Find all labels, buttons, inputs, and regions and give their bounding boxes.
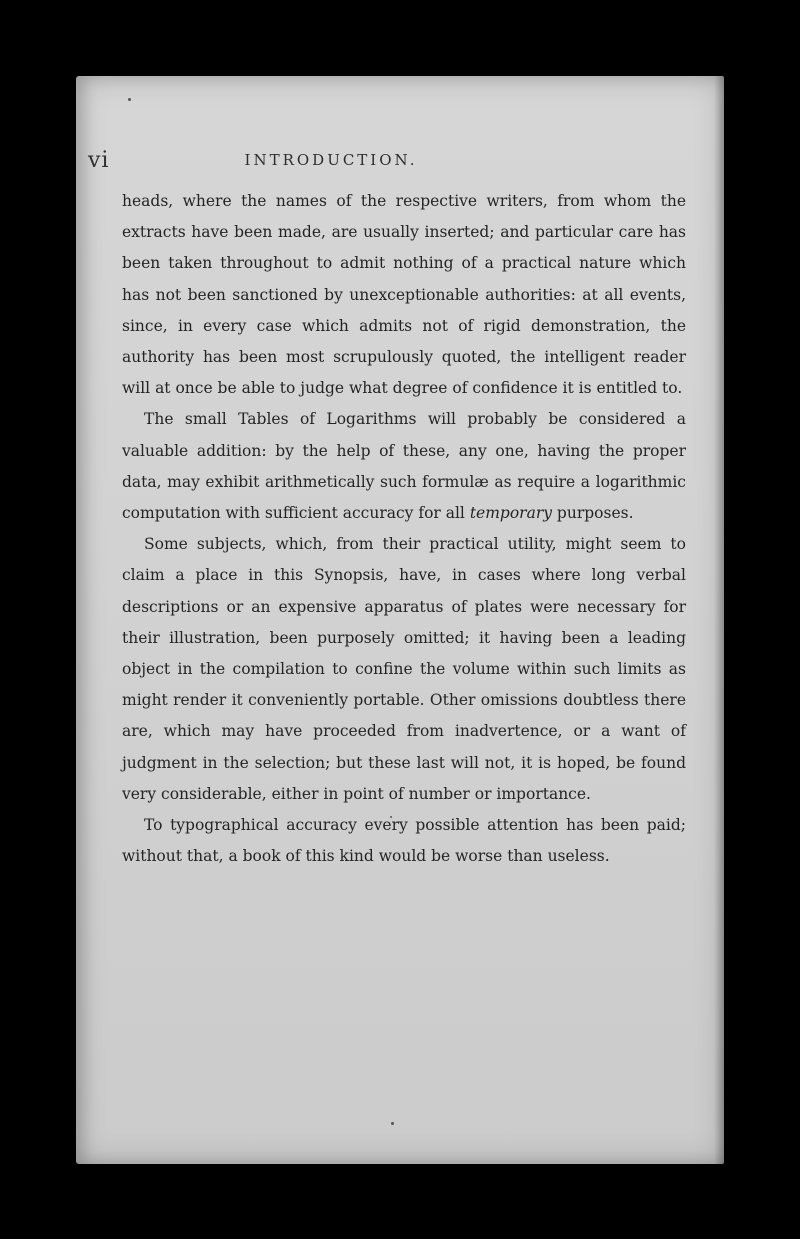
running-title: INTRODUCTION. xyxy=(244,151,418,169)
body-text xyxy=(122,186,686,872)
paragraph-2-end: purposes. xyxy=(552,504,634,523)
paper-speck xyxy=(391,1122,394,1125)
page-number: vi xyxy=(88,148,110,173)
paper-speck xyxy=(128,98,131,101)
paragraph-2 xyxy=(122,404,686,529)
paragraph-2-text: The small Tables of Logarithms will probably be considered a valuable addition: by the help of these, any one, having the proper data, may exhibit arithmetically such formulæ as require a logarithmic computation with sufficient accuracy for all xyxy=(122,410,686,523)
italic-word: temporary xyxy=(469,504,552,523)
paragraph-4: To typographical accuracy every possible attention has been paid; without that, a book of this kind would be worse than useless. xyxy=(122,816,686,866)
running-head xyxy=(46,148,616,176)
paragraph-3: Some subjects, which, from their practical utility, might seem to claim a place in this Synopsis, have, in cases where long verbal descriptions or an expensive apparatus of plates were necessary for their illustration, been purposely omitted; it having been a leading object in the compilation to confine the volume within such limits as might render it conveniently portable. Other omissions doubtless there are, which may have proceeded from inadvertence, or a want of judgment in the selection; but these last will not, it is hoped, be found very considerable, either in point of number or importance. xyxy=(122,535,686,803)
paragraph-1: heads, where the names of the respective writers, from whom the extracts have been made, are usually inserted; and particular care has been taken throughout to admit nothing of a practical nature which has not been sanctioned by unexceptionable authorities: at all events, since, in every case which admits not of rigid demonstration, the authority has been most scrupulously quoted, the intelligent reader will at once be able to judge what degree of confidence it is entitled to. xyxy=(122,192,686,398)
